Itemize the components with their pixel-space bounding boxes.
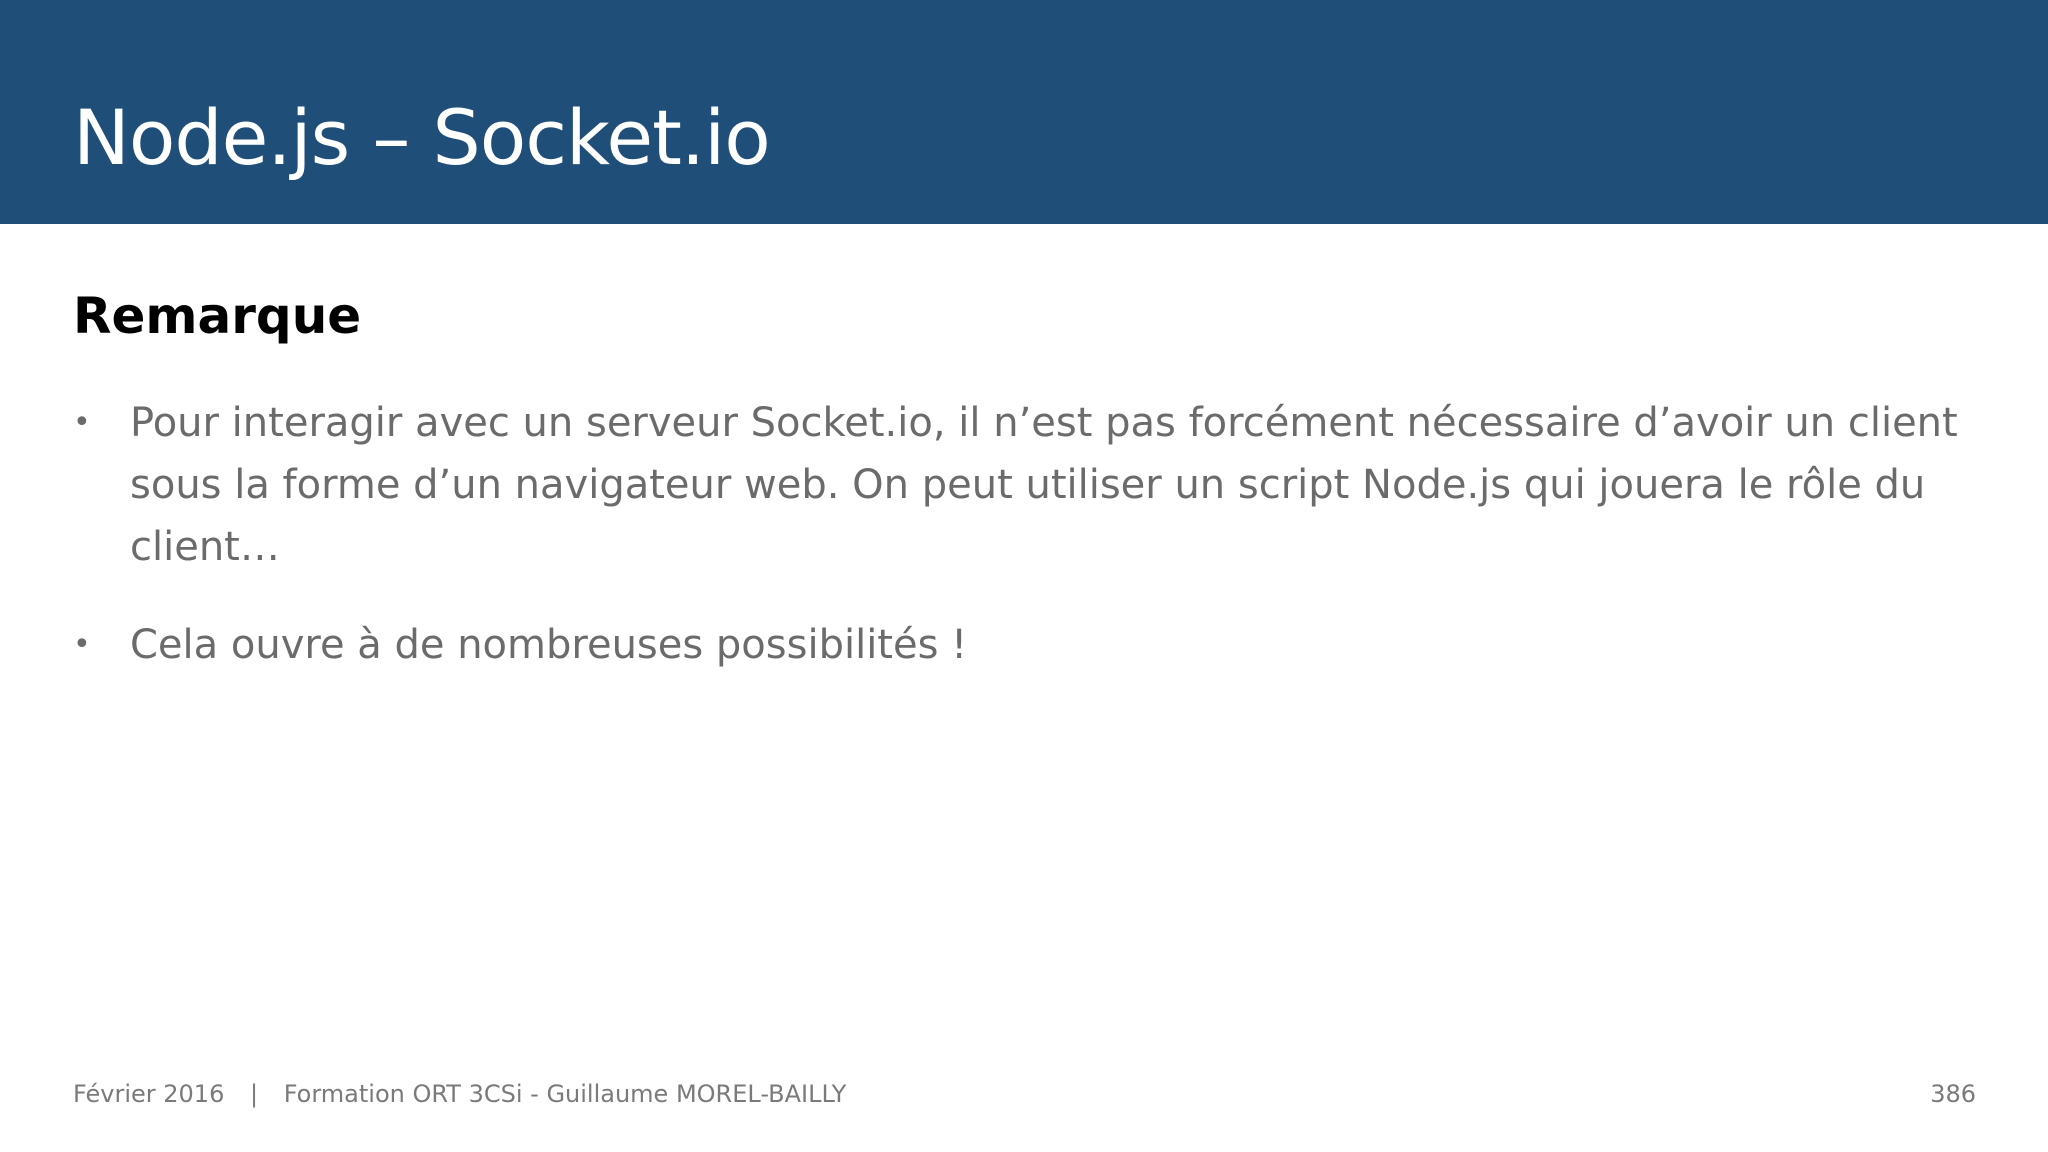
slide-title: Node.js – Socket.io — [73, 93, 770, 182]
bullet-marker: • — [73, 627, 91, 662]
bullet-item — [73, 614, 1973, 676]
bullet-text: Cela ouvre à de nombreuses possibilités ! — [130, 622, 968, 668]
bullet-item — [73, 392, 1973, 578]
footer-separator: | — [249, 1080, 259, 1108]
bullet-list — [73, 392, 1973, 712]
bullet-text: Pour interagir avec un serveur Socket.io, il n’est pas forcément nécessaire d’avoir un client sous la forme d’un navigateur web. On peut utiliser un script Node.js qui jouera le rôle du client… — [130, 400, 1958, 570]
page-number: 386 — [1930, 1080, 1976, 1108]
footer-date: Février 2016 — [73, 1080, 225, 1108]
header-bar — [0, 0, 2048, 224]
bullet-marker: • — [73, 405, 91, 440]
footer-course: Formation ORT 3CSi - Guillaume MOREL-BAILLY — [283, 1080, 847, 1108]
footer — [73, 1080, 846, 1109]
section-heading: Remarque — [73, 287, 362, 345]
